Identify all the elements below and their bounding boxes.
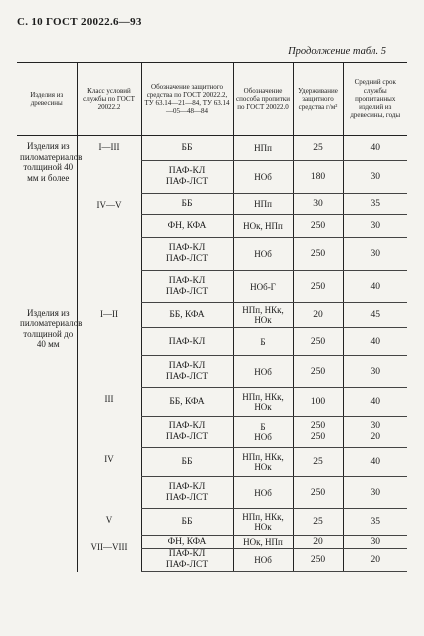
method-cell — [233, 388, 293, 417]
retention-cell-text: 20 — [313, 537, 323, 547]
service-life-cell-text: 30 — [370, 487, 380, 498]
service-life-cell — [343, 136, 407, 161]
method-cell-text: НОк, НПп — [243, 537, 283, 547]
method-cell-text: НПп, НКк, — [242, 512, 284, 522]
protectant-cell — [141, 271, 233, 303]
method-cell — [233, 161, 293, 194]
protectant-cell-text: ПАФ-КЛ — [168, 360, 206, 371]
service-life-cell-text: 35 — [370, 517, 380, 527]
retention-cell-text: 25 — [313, 517, 323, 527]
protectant-cell-text: ПАФ-ЛСТ — [165, 254, 209, 264]
retention-cell — [293, 536, 343, 549]
protectant-cell — [141, 509, 233, 536]
service-life-cell — [343, 238, 407, 271]
method-cell-text: НОк — [254, 462, 272, 472]
retention-cell — [293, 448, 343, 477]
method-cell — [233, 477, 293, 509]
service-life-cell — [343, 388, 407, 417]
service-life-cell — [343, 356, 407, 388]
table-caption: Продолжение табл. 5 — [288, 46, 386, 57]
service-class-cell: V — [77, 509, 141, 536]
method-cell — [233, 417, 293, 448]
method-cell-text: НОб — [254, 487, 272, 498]
retention-cell — [293, 356, 343, 388]
protectant-cell-text: ПАФ-КЛ — [168, 421, 206, 431]
retention-cell-text: 100 — [310, 397, 326, 407]
protectant-cell-text: ББ, КФА — [169, 397, 205, 407]
retention-cell-text: 250 — [310, 487, 326, 498]
service-life-cell-text: 20 — [370, 555, 380, 565]
protectant-cell-text: ПАФ-ЛСТ — [165, 177, 209, 187]
service-class-cell: III — [77, 388, 141, 448]
protectant-cell-text: ПАФ-КЛ — [168, 275, 206, 286]
retention-cell-text: 250 — [310, 336, 326, 347]
protectant-cell — [141, 238, 233, 271]
retention-cell-text: 250 — [310, 221, 326, 231]
protectant-cell-text: ФН, КФА — [167, 221, 207, 231]
protectant-cell-text: ПАФ-ЛСТ — [165, 432, 209, 442]
protectant-cell-text: ПАФ-ЛСТ — [165, 492, 209, 503]
service-life-cell — [343, 509, 407, 536]
method-cell-text: НПп, НКк, — [242, 452, 284, 462]
method-cell-text: НОк — [254, 522, 272, 532]
retention-cell-text: 20 — [313, 310, 323, 320]
method-cell — [233, 328, 293, 356]
method-cell-text: НПп, НКк, — [242, 392, 284, 402]
service-class-cell: IV — [77, 448, 141, 509]
retention-cell-text: 250 — [310, 249, 326, 259]
protectant-cell — [141, 215, 233, 238]
service-class-cell: VII—VIII — [77, 536, 141, 572]
column-header-protectant: Обозначение защитного средства по ГОСТ 20022.2, ТУ 63.14—21—84, ТУ 63.14—05—48—84 — [141, 63, 233, 136]
service-life-cell-text: 40 — [370, 143, 380, 153]
service-life-cell-text: 30 — [370, 221, 380, 231]
retention-cell — [293, 215, 343, 238]
protectant-cell-text: ПАФ-КЛ — [168, 549, 206, 559]
method-cell — [233, 448, 293, 477]
method-cell — [233, 215, 293, 238]
service-life-cell-text: 30 — [370, 366, 380, 377]
service-class-cell: IV—V — [77, 194, 141, 303]
protectant-cell — [141, 477, 233, 509]
method-cell-text: НОб — [254, 172, 272, 182]
retention-cell — [293, 328, 343, 356]
retention-cell — [293, 194, 343, 215]
retention-cell — [293, 388, 343, 417]
method-cell-text: НОк — [254, 402, 272, 412]
service-life-cell — [343, 477, 407, 509]
method-cell — [233, 536, 293, 549]
service-life-cell-text: 40 — [370, 457, 380, 467]
method-cell-text: НПп, НКк, — [242, 305, 284, 315]
product-cell: Изделия из пиломатериалов толщиной 40 мм и более — [20, 141, 83, 183]
retention-cell — [293, 271, 343, 303]
method-cell-text: НОк, НПп — [243, 221, 283, 231]
service-life-cell-text: 30 — [370, 172, 380, 182]
protection-table — [17, 62, 407, 572]
service-life-cell — [343, 536, 407, 549]
protectant-cell-text: ПАФ-ЛСТ — [165, 560, 209, 570]
protectant-cell-text: ББ, КФА — [169, 310, 205, 320]
method-cell — [233, 194, 293, 215]
service-life-cell-text: 30 — [370, 537, 380, 547]
table-row — [17, 303, 407, 328]
protectant-cell — [141, 303, 233, 328]
retention-cell-text: 250 — [310, 366, 326, 377]
protectant-cell — [141, 536, 233, 549]
service-life-cell-text: 30 — [370, 249, 380, 259]
service-life-cell — [343, 303, 407, 328]
protectant-cell-text: ПАФ-КЛ — [168, 336, 206, 347]
retention-cell — [293, 303, 343, 328]
retention-cell — [293, 417, 343, 448]
method-cell — [233, 356, 293, 388]
retention-cell-text: 250 — [310, 555, 326, 565]
retention-cell-text: 25 — [313, 457, 323, 467]
protectant-cell-text: ПАФ-КЛ — [168, 243, 206, 253]
protectant-cell — [141, 194, 233, 215]
protectant-cell — [141, 161, 233, 194]
service-life-cell — [343, 448, 407, 477]
method-cell-text: НОб — [254, 249, 272, 259]
protectant-cell — [141, 549, 233, 572]
protectant-cell — [141, 417, 233, 448]
service-life-cell — [343, 417, 407, 448]
retention-cell — [293, 161, 343, 194]
retention-cell-text: 30 — [313, 199, 323, 209]
protectant-cell-text: ПАФ-ЛСТ — [165, 286, 209, 297]
service-life-cell-text: 40 — [370, 336, 380, 347]
retention-cell — [293, 238, 343, 271]
table-body — [17, 136, 407, 572]
method-cell — [233, 136, 293, 161]
retention-cell — [293, 477, 343, 509]
protectant-cell — [141, 448, 233, 477]
service-life-cell — [343, 161, 407, 194]
column-header-method: Обозначение способа пропитки по ГОСТ 20022.0 — [233, 63, 293, 136]
method-cell-text: НОб-Г — [250, 281, 276, 292]
retention-cell-text: 250 — [310, 421, 326, 431]
protectant-cell-text: ББ — [181, 143, 193, 153]
product-cell: Изделия из пиломатериалов толщиной до 40 мм — [20, 307, 83, 350]
protectant-cell — [141, 388, 233, 417]
service-life-cell-text: 20 — [370, 432, 380, 442]
table-row — [17, 136, 407, 161]
protectant-cell — [141, 328, 233, 356]
protectant-cell-text: ПАФ-КЛ — [168, 166, 206, 176]
service-life-cell — [343, 194, 407, 215]
table-header-row — [17, 63, 407, 136]
service-class-cell: I—II — [77, 303, 141, 388]
service-life-cell — [343, 215, 407, 238]
method-cell-text: НОб — [254, 555, 272, 565]
service-life-cell-text: 35 — [370, 199, 380, 209]
service-life-cell — [343, 549, 407, 572]
service-life-cell-text: 40 — [370, 397, 380, 407]
retention-cell-text: 25 — [313, 143, 323, 153]
protectant-cell-text: ББ — [181, 517, 193, 527]
retention-cell-text: 250 — [310, 281, 326, 292]
method-cell — [233, 549, 293, 572]
protectant-cell — [141, 136, 233, 161]
service-life-cell — [343, 328, 407, 356]
column-header-retention: Удерживание защитного средства г/м² — [293, 63, 343, 136]
method-cell — [233, 303, 293, 328]
protectant-cell-text: ФН, КФА — [167, 537, 207, 547]
method-cell-text: НОб — [254, 366, 272, 377]
method-cell-text: НОк — [254, 315, 272, 325]
column-header-product: Изделия из древесины — [17, 63, 77, 136]
retention-cell-text: 250 — [310, 432, 326, 442]
retention-cell — [293, 549, 343, 572]
service-life-cell — [343, 271, 407, 303]
retention-cell — [293, 509, 343, 536]
method-cell-text: Б — [260, 336, 266, 347]
method-cell-text: НОб — [254, 432, 272, 442]
method-cell — [233, 238, 293, 271]
retention-cell — [293, 136, 343, 161]
service-life-cell-text: 40 — [370, 281, 380, 292]
method-cell — [233, 509, 293, 536]
method-cell-text: НПп — [254, 143, 272, 153]
column-header-service-life: Средний срок службы пропитанных изделий из древесины, годы — [343, 63, 407, 136]
retention-cell-text: 180 — [310, 172, 326, 182]
page-header: С. 10 ГОСТ 20022.6—93 — [17, 16, 142, 28]
method-cell — [233, 271, 293, 303]
protectant-cell — [141, 356, 233, 388]
service-life-cell-text: 30 — [370, 421, 380, 431]
column-header-class: Класс условий службы по ГОСТ 20022.2 — [77, 63, 141, 136]
protectant-cell-text: ПАФ-КЛ — [168, 481, 206, 492]
service-life-cell-text: 45 — [370, 310, 380, 320]
protectant-cell-text: ББ — [181, 457, 193, 467]
method-cell-text: НПп — [254, 199, 272, 209]
protectant-cell-text: ББ — [181, 199, 193, 209]
service-class-cell: I—III — [77, 136, 141, 194]
protectant-cell-text: ПАФ-ЛСТ — [165, 371, 209, 382]
method-cell-text: Б — [260, 422, 266, 432]
